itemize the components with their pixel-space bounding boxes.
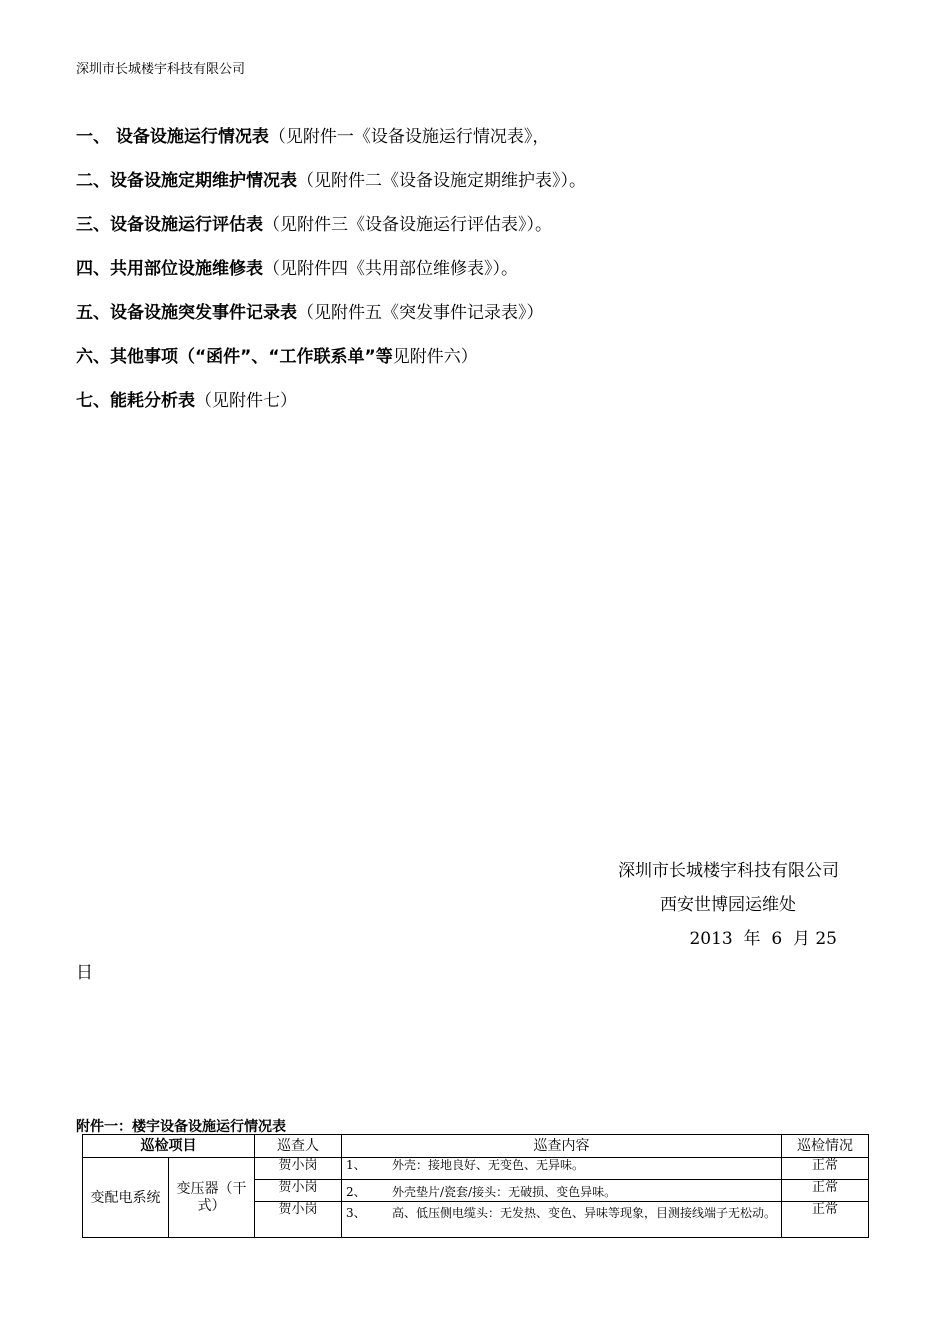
content-cell: [342, 1180, 782, 1202]
header-inspector: 巡查人: [255, 1135, 342, 1158]
section-item-note: （见附件三《设备设施运行评估表》）。: [263, 215, 552, 235]
section-item-title: 一、 设备设施运行情况表: [76, 127, 269, 147]
signature-company: 深圳市长城楼宇科技有限公司: [618, 861, 839, 881]
page-header-company: 深圳市长城楼宇科技有限公司: [76, 62, 246, 77]
content-text: 高、低压侧电缆头：无发热、变色、异味等现象，目测接线端子无松动。: [392, 1206, 777, 1220]
section-item-title: 二、设备设施定期维护情况表: [76, 171, 297, 191]
section-item-note: （见附件五《突发事件记录表》）: [297, 303, 544, 323]
content-number: 1、: [346, 1158, 366, 1172]
content-cell: [342, 1158, 782, 1180]
section-item-note: （见附件四《共用部位维修表》）。: [263, 259, 518, 279]
status-cell: 正常: [782, 1158, 869, 1180]
section-item-note: （见附件七）: [195, 391, 297, 411]
header-content: 巡查内容: [342, 1135, 782, 1158]
content-cell: [342, 1202, 782, 1238]
section-item-2: [76, 169, 586, 213]
section-item-note: （见附件一《设备设施运行情况表》，: [268, 127, 550, 147]
attachment-title: 附件一：楼宇设备设施运行情况表: [76, 1119, 286, 1135]
signature-date: 2013 年 6 月 25: [689, 929, 837, 949]
status-cell: 正常: [782, 1180, 869, 1202]
header-status: 巡检情况: [782, 1135, 869, 1158]
equipment-cell: 变压器（干式）: [169, 1158, 255, 1238]
section-item-note: 见附件六）: [392, 347, 478, 367]
inspector-cell: 贺小岗: [255, 1180, 342, 1202]
section-item-title: 六、其他事项（“函件”、“工作联系单”等: [76, 347, 393, 367]
section-item-title: 三、设备设施运行评估表: [76, 215, 263, 235]
inspector-cell: 贺小岗: [255, 1158, 342, 1180]
status-cell: 正常: [782, 1202, 869, 1238]
section-item-5: [76, 301, 586, 345]
table-row: [83, 1158, 869, 1180]
section-item-7: [76, 389, 586, 433]
header-item: 巡检项目: [83, 1135, 255, 1158]
section-item-4: [76, 257, 586, 301]
inspection-table: [82, 1134, 869, 1238]
section-item-title: 四、共用部位设施维修表: [76, 259, 263, 279]
signature-department: 西安世博园运维处: [660, 895, 796, 915]
content-text: 外壳：接地良好、无变色、无异味。: [392, 1158, 585, 1172]
section-item-title: 五、设备设施突发事件记录表: [76, 303, 297, 323]
content-text: 外壳垫片/瓷套/接头：无破损、变色异味。: [392, 1185, 617, 1199]
section-item-1: [76, 125, 586, 169]
inspector-cell: 贺小岗: [255, 1202, 342, 1238]
table-header-row: [83, 1135, 869, 1158]
content-number: 2、: [346, 1185, 366, 1199]
section-item-note: （见附件二《设备设施定期维护表》）。: [297, 171, 586, 191]
system-cell: 变配电系统: [83, 1158, 169, 1238]
content-number: 3、: [346, 1206, 366, 1220]
signature-date-suffix: 日: [76, 963, 93, 983]
section-item-6: [76, 345, 586, 389]
section-item-title: 七、能耗分析表: [76, 391, 195, 411]
section-item-3: [76, 213, 586, 257]
section-list: [76, 125, 586, 433]
